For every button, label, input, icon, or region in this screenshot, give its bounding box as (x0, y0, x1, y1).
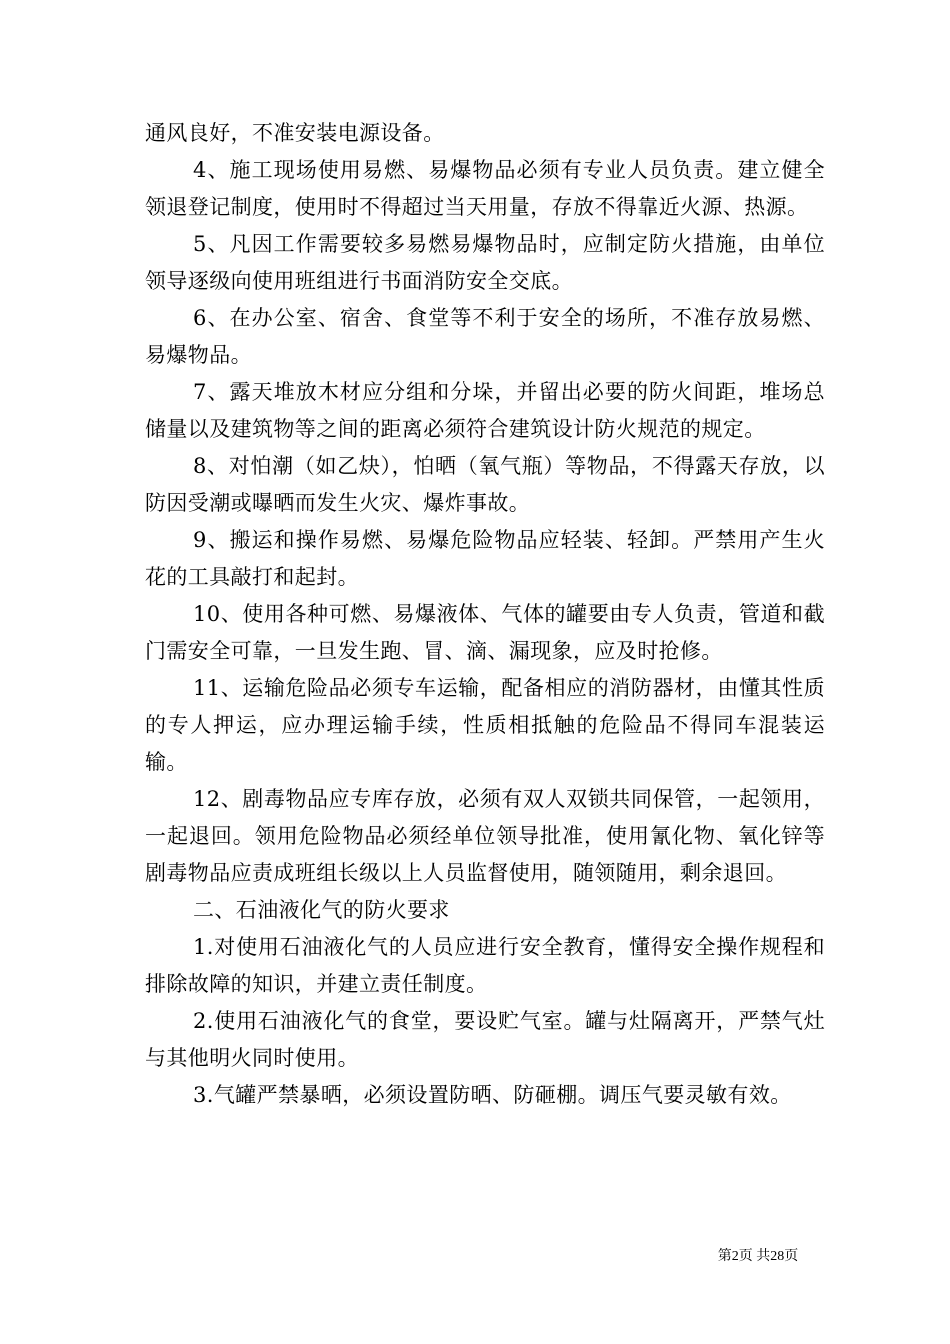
paragraph: 9、搬运和操作易燃、易爆危险物品应轻装、轻卸。严禁用产生火花的工具敲打和起封。 (145, 528, 825, 589)
page-number-indicator (718, 1245, 799, 1265)
paragraph: 1.对使用石油液化气的人员应进行安全教育，懂得安全操作规程和排除故障的知识，并建立责任制度。 (145, 935, 825, 996)
total-page-count: 28 (770, 1249, 785, 1264)
paragraph: 12、剧毒物品应专库存放，必须有双人双锁共同保管，一起领用，一起退回。领用危险物品必须经单位领导批准，使用氰化物、氧化锌等剧毒物品应责成班组长级以上人员监督使用，随领随用，剩余退回。 (145, 787, 825, 885)
paragraph: 2.使用石油液化气的食堂，要设贮气室。罐与灶隔离开，严禁气灶与其他明火同时使用。 (145, 1009, 825, 1070)
footer-middle: 页 共 (738, 1249, 771, 1264)
paragraph: 5、凡因工作需要较多易燃易爆物品时，应制定防火措施，由单位领导逐级向使用班组进行书面消防安全交底。 (145, 232, 825, 293)
paragraph: 6、在办公室、宿舍、食堂等不利于安全的场所，不准存放易燃、易爆物品。 (145, 306, 825, 367)
section-heading: 二、石油液化气的防火要求 (193, 898, 450, 922)
paragraph: 8、对怕潮（如乙炔），怕晒（氧气瓶）等物品，不得露天存放，以防因受潮或曝晒而发生火灾、爆炸事故。 (145, 454, 825, 515)
paragraph: 11、运输危险品必须专车运输，配备相应的消防器材，由懂其性质的专人押运，应办理运输手续，性质相抵触的危险品不得同车混装运输。 (145, 676, 825, 774)
paragraph: 7、露天堆放木材应分组和分垛，并留出必要的防火间距，堆场总储量以及建筑物等之间的距离必须符合建筑设计防火规范的规定。 (145, 380, 825, 441)
document-body (145, 115, 825, 1114)
footer-suffix: 页 (784, 1249, 799, 1264)
footer-prefix: 第 (717, 1249, 732, 1264)
paragraph: 10、使用各种可燃、易爆液体、气体的罐要由专人负责，管道和截门需安全可靠，一旦发生跑、冒、滴、漏现象，应及时抢修。 (145, 602, 825, 663)
current-page-number: 2 (731, 1249, 739, 1264)
page-footer (0, 1245, 950, 1265)
paragraph: 通风良好，不准安装电源设备。 (145, 121, 445, 145)
paragraph: 4、施工现场使用易燃、易爆物品必须有专业人员负责。建立健全领退登记制度，使用时不得超过当天用量，存放不得靠近火源、热源。 (145, 158, 825, 219)
paragraph: 3.气罐严禁暴晒，必须设置防晒、防砸棚。调压气要灵敏有效。 (193, 1083, 792, 1107)
